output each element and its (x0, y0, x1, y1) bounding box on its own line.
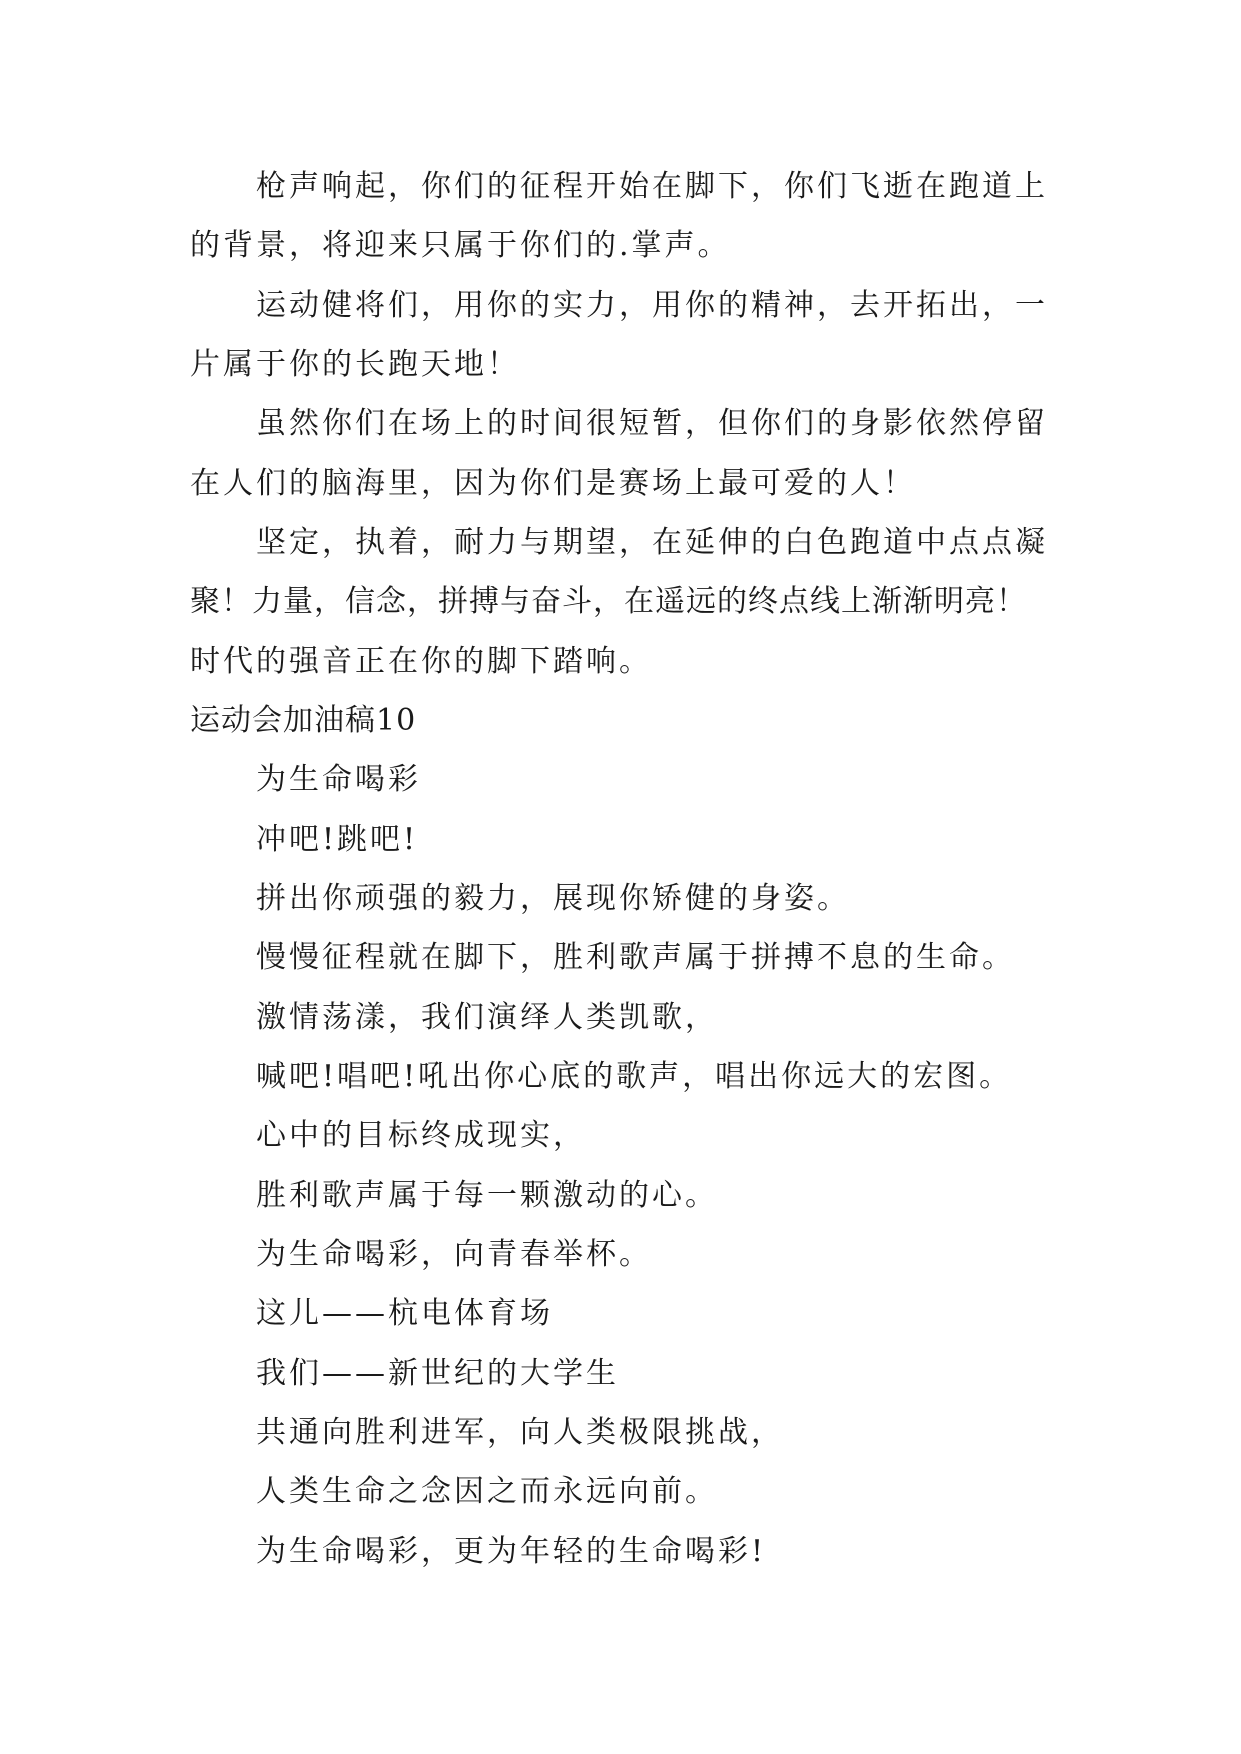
poem-line: 冲吧!跳吧! (256, 822, 419, 857)
paragraph-line: 的背景，将迎来只属于你们的.掌声。 (190, 228, 731, 263)
paragraph-line: 在人们的脑海里，因为你们是赛场上最可爱的人！ (190, 466, 916, 501)
poem-title: 为生命喝彩 (256, 762, 421, 797)
poem-line: 拼出你顽强的毅力，展现你矫健的身姿。 (256, 881, 850, 916)
poem-line: 这儿——杭电体育场 (256, 1296, 553, 1331)
poem-line: 慢慢征程就在脚下，胜利歌声属于拼搏不息的生命。 (256, 940, 1015, 975)
paragraph-line: 片属于你的长跑天地！ (190, 347, 520, 382)
poem-line: 人类生命之念因之而永远向前。 (256, 1474, 718, 1509)
paragraph-line: 时代的强音正在你的脚下踏响。 (190, 644, 652, 679)
paragraph-line: 聚！力量，信念，拼搏与奋斗，在遥远的终点线上渐渐明亮！ (190, 584, 1027, 619)
poem-line: 为生命喝彩，更为年轻的生命喝彩! (256, 1534, 767, 1569)
poem-line: 为生命喝彩，向青春举杯。 (256, 1237, 652, 1272)
poem-line: 喊吧!唱吧!吼出你心底的歌声，唱出你远大的宏图。 (256, 1059, 1013, 1094)
poem-line: 共通向胜利进军，向人类极限挑战， (256, 1415, 784, 1450)
section-heading: 运动会加油稿10 (190, 703, 417, 738)
poem-line: 胜利歌声属于每一颗激动的心。 (256, 1178, 718, 1213)
poem-line: 激情荡漾，我们演绎人类凯歌， (256, 1000, 718, 1035)
paragraph-line: 枪声响起，你们的征程开始在脚下，你们飞逝在跑道上 (256, 169, 1048, 204)
poem-line: 我们——新世纪的大学生 (256, 1356, 619, 1391)
paragraph-line: 虽然你们在场上的时间很短暂，但你们的身影依然停留 (256, 406, 1048, 441)
paragraph-line: 运动健将们，用你的实力，用你的精神，去开拓出，一 (256, 288, 1048, 323)
paragraph-line: 坚定，执着，耐力与期望，在延伸的白色跑道中点点凝 (256, 525, 1048, 560)
poem-line: 心中的目标终成现实， (256, 1118, 586, 1153)
